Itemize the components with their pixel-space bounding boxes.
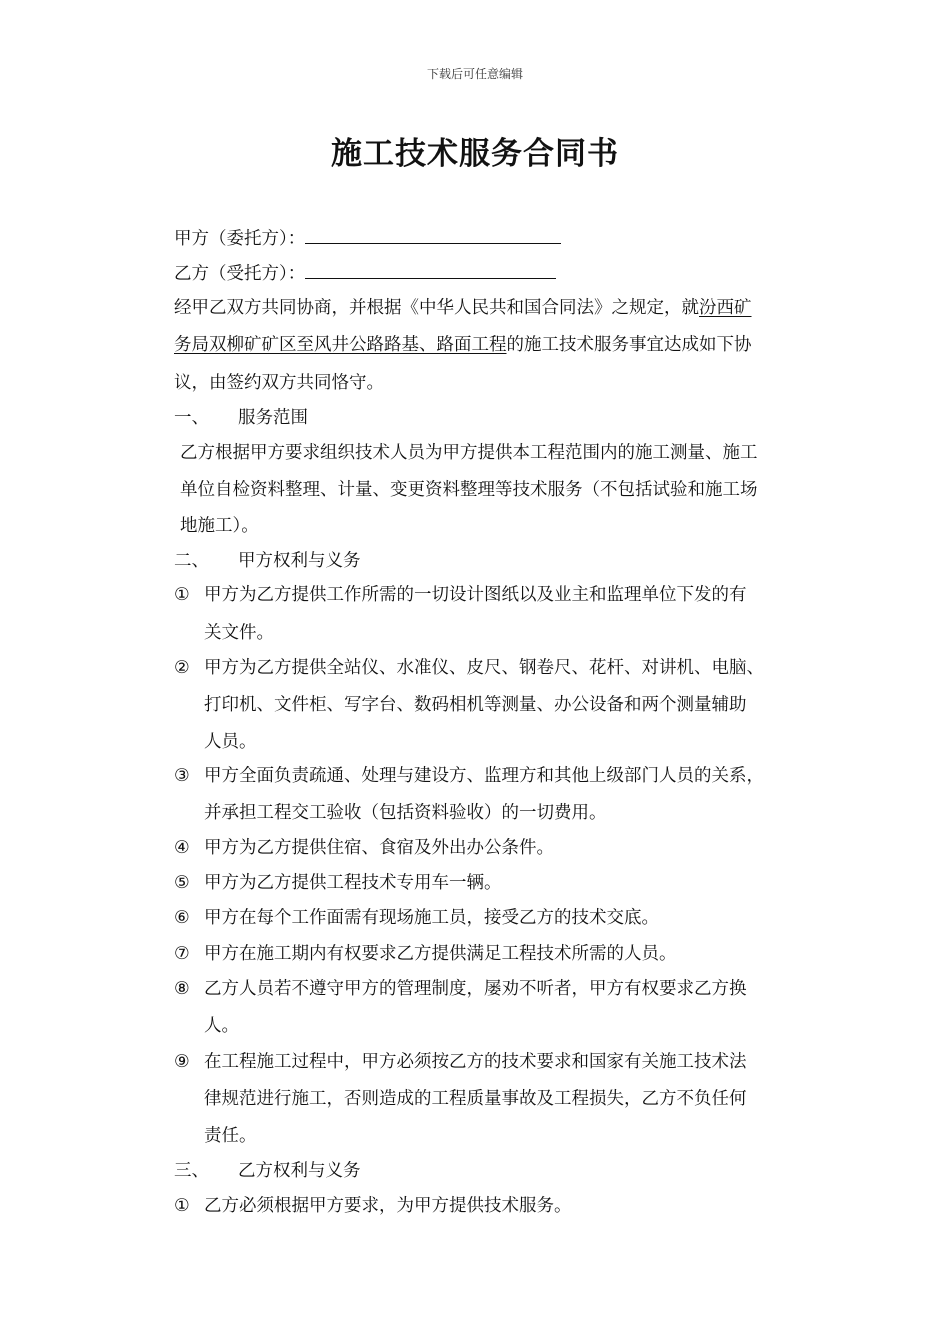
- list-item: [174, 1050, 747, 1074]
- list-item: [174, 871, 502, 895]
- list-item: [174, 764, 764, 788]
- list-item: [174, 836, 554, 860]
- item-number: ⑥: [174, 908, 190, 928]
- item-continuation: 并承担工程交工验收（包括资料验收）的一切费用。: [204, 803, 607, 823]
- intro-line-3: 议，由签约双方共同恪守。: [174, 373, 384, 393]
- intro-line-1: [174, 296, 752, 320]
- list-item: [174, 942, 677, 966]
- item-number: ①: [174, 585, 190, 605]
- item-number: ③: [174, 766, 190, 786]
- party-b-row: [174, 260, 556, 286]
- list-item: [174, 906, 659, 930]
- item-text: 甲方全面负责疏通、处理与建设方、监理方和其他上级部门人员的关系，: [204, 766, 764, 786]
- item-text: 甲方在每个工作面需有现场施工员，接受乙方的技术交底。: [204, 908, 659, 928]
- item-text: 甲方为乙方提供全站仪、水准仪、皮尺、钢卷尺、花杆、对讲机、电脑、: [204, 658, 764, 678]
- intro-line-2: [174, 333, 752, 357]
- item-number: ④: [174, 838, 190, 858]
- section-number: 一、: [174, 408, 209, 428]
- item-text: 甲方在施工期内有权要求乙方提供满足工程技术所需的人员。: [204, 944, 677, 964]
- intro-text: 经甲乙双方共同协商，并根据《中华人民共和国合同法》之规定，就: [174, 298, 699, 318]
- section-title: 乙方权利与义务: [238, 1161, 361, 1181]
- item-text: 乙方必须根据甲方要求，为甲方提供技术服务。: [204, 1196, 572, 1216]
- section-2-heading: [174, 549, 361, 573]
- party-a-label: 甲方（委托方）：: [174, 229, 306, 249]
- section-3-heading: [174, 1159, 361, 1183]
- party-b-label: 乙方（受托方）：: [174, 264, 306, 284]
- item-number: ⑦: [174, 944, 190, 964]
- project-name-part2: 务局双柳矿矿区至风井公路路基、路面工程: [174, 335, 507, 355]
- list-item: [174, 656, 764, 680]
- item-number: ⑨: [174, 1052, 190, 1072]
- intro-text: 的施工技术服务事宜达成如下协: [506, 335, 752, 355]
- section-title: 甲方权利与义务: [238, 551, 361, 571]
- party-a-row: [174, 225, 561, 251]
- item-number: ⑧: [174, 979, 190, 999]
- item-text: 乙方人员若不遵守甲方的管理制度，屡劝不听者，甲方有权要求乙方换: [204, 979, 747, 999]
- list-item: [174, 583, 747, 607]
- section-title: 服务范围: [238, 408, 308, 428]
- item-text: 甲方为乙方提供工程技术专用车一辆。: [204, 873, 502, 893]
- section-number: 三、: [174, 1161, 209, 1181]
- party-b-blank[interactable]: [305, 260, 556, 279]
- project-name-part1: 汾西矿: [699, 298, 752, 318]
- section-1-heading: [174, 406, 308, 430]
- item-continuation: 人。: [204, 1016, 239, 1036]
- list-item: [174, 1194, 572, 1218]
- section-1-line: 乙方根据甲方要求组织技术人员为甲方提供本工程范围内的施工测量、施工: [180, 443, 758, 463]
- item-text: 在工程施工过程中，甲方必须按乙方的技术要求和国家有关施工技术法: [204, 1052, 747, 1072]
- item-text: 甲方为乙方提供住宿、食宿及外出办公条件。: [204, 838, 554, 858]
- item-continuation: 责任。: [204, 1126, 257, 1146]
- header-note: 下载后可任意编辑: [426, 67, 523, 81]
- item-continuation: 打印机、文件柜、写字台、数码相机等测量、办公设备和两个测量辅助: [204, 695, 747, 715]
- item-number: ①: [174, 1196, 190, 1216]
- item-text: 甲方为乙方提供工作所需的一切设计图纸以及业主和监理单位下发的有: [204, 585, 747, 605]
- section-1-line: 地施工）。: [180, 516, 259, 536]
- item-continuation: 人员。: [204, 732, 257, 752]
- item-continuation: 律规范进行施工，否则造成的工程质量事故及工程损失，乙方不负任何: [204, 1089, 747, 1109]
- list-item: [174, 977, 747, 1001]
- item-continuation: 关文件。: [204, 623, 274, 643]
- document-title: 施工技术服务合同书: [331, 136, 619, 172]
- item-number: ②: [174, 658, 190, 678]
- item-number: ⑤: [174, 873, 190, 893]
- section-1-line: 单位自检资料整理、计量、变更资料整理等技术服务（不包括试验和施工场: [180, 480, 758, 500]
- party-a-blank[interactable]: [305, 225, 561, 244]
- section-number: 二、: [174, 551, 209, 571]
